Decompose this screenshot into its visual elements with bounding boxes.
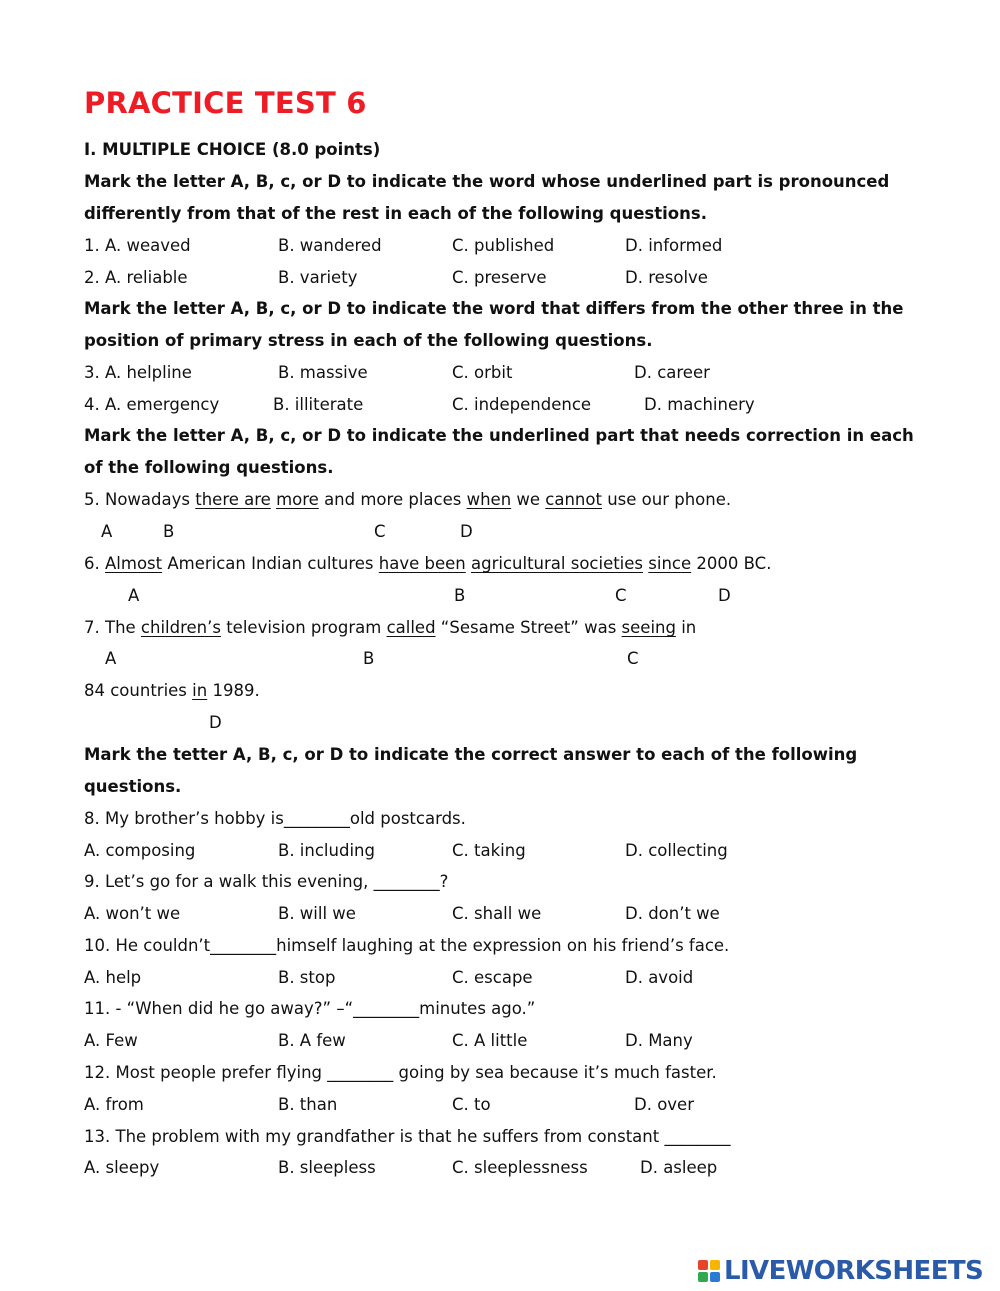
q9-option-a[interactable]: A. won’t we [84,904,181,923]
q7-text: 84 countries [84,681,193,700]
question-6-sentence [84,548,771,580]
q7-underline-a[interactable]: children’s [140,618,221,637]
q2-option-d[interactable]: D. resolve [625,268,708,287]
q7-letter-d: D [209,713,222,732]
question-13-stem: 13. The problem with my grandfather is that he suffers from constant ________ [84,1127,731,1146]
logo-block [710,1272,720,1282]
q13-option-c[interactable]: C. sleeplessness [452,1158,588,1177]
q5-underline-a[interactable]: there are [195,490,271,509]
q6-letter-a: A [128,586,140,605]
q7-letter-c: C [627,649,639,668]
question-5-sentence [84,484,731,516]
q1-option-b[interactable]: B. wandered [278,236,382,255]
q10-option-d[interactable]: D. avoid [625,968,694,987]
q5-underline-c[interactable]: when [466,490,512,509]
logo-blocks-icon [698,1260,720,1282]
q6-text: American Indian cultures [162,554,379,573]
q7-underline-c[interactable]: seeing [621,618,676,637]
q13-option-b[interactable]: B. sleepless [278,1158,376,1177]
q10-option-c[interactable]: C. escape [452,968,533,987]
q5-text: use our phone. [601,490,732,509]
question-8-stem: 8. My brother’s hobby is________old postcards. [84,809,466,828]
q9-option-d[interactable]: D. don’t we [625,904,720,923]
page-title: PRACTICE TEST 6 [84,86,367,120]
q7-letter-a: A [105,649,117,668]
instruction-error-line1: Mark the letter A, B, c, or D to indicate the underlined part that needs correction in each [84,426,914,445]
question-12-stem: 12. Most people prefer flying ________ going by sea because it’s much faster. [84,1063,717,1082]
q5-letter-d: D [460,522,473,541]
q5-letter-c: C [374,522,386,541]
q12-option-d[interactable]: D. over [634,1095,694,1114]
question-10-stem: 10. He couldn’t________himself laughing at the expression on his friend’s face. [84,936,730,955]
q6-underline-c[interactable]: agricultural societies [471,554,644,573]
q6-underline-a[interactable]: Almost [105,554,163,573]
logo-block [698,1272,708,1282]
q7-text: 1989. [207,681,260,700]
q4-option-d[interactable]: D. machinery [644,395,755,414]
question-7-sentence [84,612,696,644]
instruction-answer-line1: Mark the tetter A, B, c, or D to indicate the correct answer to each of the following [84,745,858,764]
logo-text: LIVEWORKSHEETS [724,1256,984,1286]
q8-option-c[interactable]: C. taking [452,841,526,860]
q6-letter-c: C [615,586,627,605]
q7-letter-b: B [363,649,375,668]
q11-option-d[interactable]: D. Many [625,1031,693,1050]
instruction-stress-line2: position of primary stress in each of the following questions. [84,331,653,350]
q3-option-c[interactable]: C. orbit [452,363,513,382]
q7-text: 7. The [84,618,141,637]
q5-text: and more places [318,490,467,509]
question-9-stem: 9. Let’s go for a walk this evening, ________? [84,872,449,891]
logo-block [698,1260,708,1270]
q1-option-c[interactable]: C. published [452,236,555,255]
q7-text: television program [220,618,387,637]
q8-option-d[interactable]: D. collecting [625,841,728,860]
q4-option-a[interactable]: 4. A. emergency [84,395,220,414]
q5-text: 5. Nowadays [84,490,196,509]
q5-letter-b: B [163,522,175,541]
instruction-pronunciation-line2: differently from that of the rest in each of the following questions. [84,204,707,223]
q4-option-b[interactable]: B. illiterate [273,395,364,414]
q11-option-c[interactable]: C. A little [452,1031,528,1050]
q5-text: we [511,490,546,509]
q6-underline-b[interactable]: have been [378,554,466,573]
q7-text: in [675,618,697,637]
q6-underline-d[interactable]: since [648,554,692,573]
q8-option-b[interactable]: B. including [278,841,375,860]
q7-text: “Sesame Street” was [435,618,622,637]
q12-option-b[interactable]: B. than [278,1095,338,1114]
q11-option-b[interactable]: B. A few [278,1031,346,1050]
instruction-error-line2: of the following questions. [84,458,334,477]
q5-underline-b[interactable]: more [276,490,319,509]
instruction-answer-line2: questions. [84,777,182,796]
q6-text: 6. [84,554,105,573]
question-11-stem: 11. - “When did he go away?” –“________minutes ago.” [84,999,536,1018]
q2-option-a[interactable]: 2. A. reliable [84,268,188,287]
q6-letter-b: B [454,586,466,605]
q11-option-a[interactable]: A. Few [84,1031,138,1050]
instruction-pronunciation-line1: Mark the letter A, B, c, or D to indicate the word whose underlined part is pronounced [84,172,890,191]
q6-text: 2000 BC. [691,554,772,573]
q3-option-b[interactable]: B. massive [278,363,368,382]
q3-option-a[interactable]: 3. A. helpline [84,363,192,382]
q1-option-a[interactable]: 1. A. weaved [84,236,191,255]
q10-option-b[interactable]: B. stop [278,968,336,987]
q5-letter-a: A [101,522,113,541]
q5-underline-d[interactable]: cannot [545,490,602,509]
instruction-stress-line1: Mark the letter A, B, c, or D to indicate the word that differs from the other three in the [84,299,904,318]
q1-option-d[interactable]: D. informed [625,236,723,255]
q10-option-a[interactable]: A. help [84,968,142,987]
q9-option-b[interactable]: B. will we [278,904,356,923]
section-heading: I. MULTIPLE CHOICE (8.0 points) [84,140,381,159]
logo-block [710,1260,720,1270]
question-7-sentence-continued [84,675,260,707]
q6-letter-d: D [718,586,731,605]
q4-option-c[interactable]: C. independence [452,395,592,414]
q2-option-c[interactable]: C. preserve [452,268,547,287]
q13-option-d[interactable]: D. asleep [640,1158,718,1177]
liveworksheets-logo [698,1254,983,1288]
q8-option-a[interactable]: A. composing [84,841,196,860]
q9-option-c[interactable]: C. shall we [452,904,542,923]
q12-option-c[interactable]: C. to [452,1095,491,1114]
q7-underline-b[interactable]: called [386,618,436,637]
q3-option-d[interactable]: D. career [634,363,710,382]
q13-option-a[interactable]: A. sleepy [84,1158,160,1177]
q7-underline-d[interactable]: in [192,681,208,700]
q2-option-b[interactable]: B. variety [278,268,358,287]
q12-option-a[interactable]: A. from [84,1095,144,1114]
